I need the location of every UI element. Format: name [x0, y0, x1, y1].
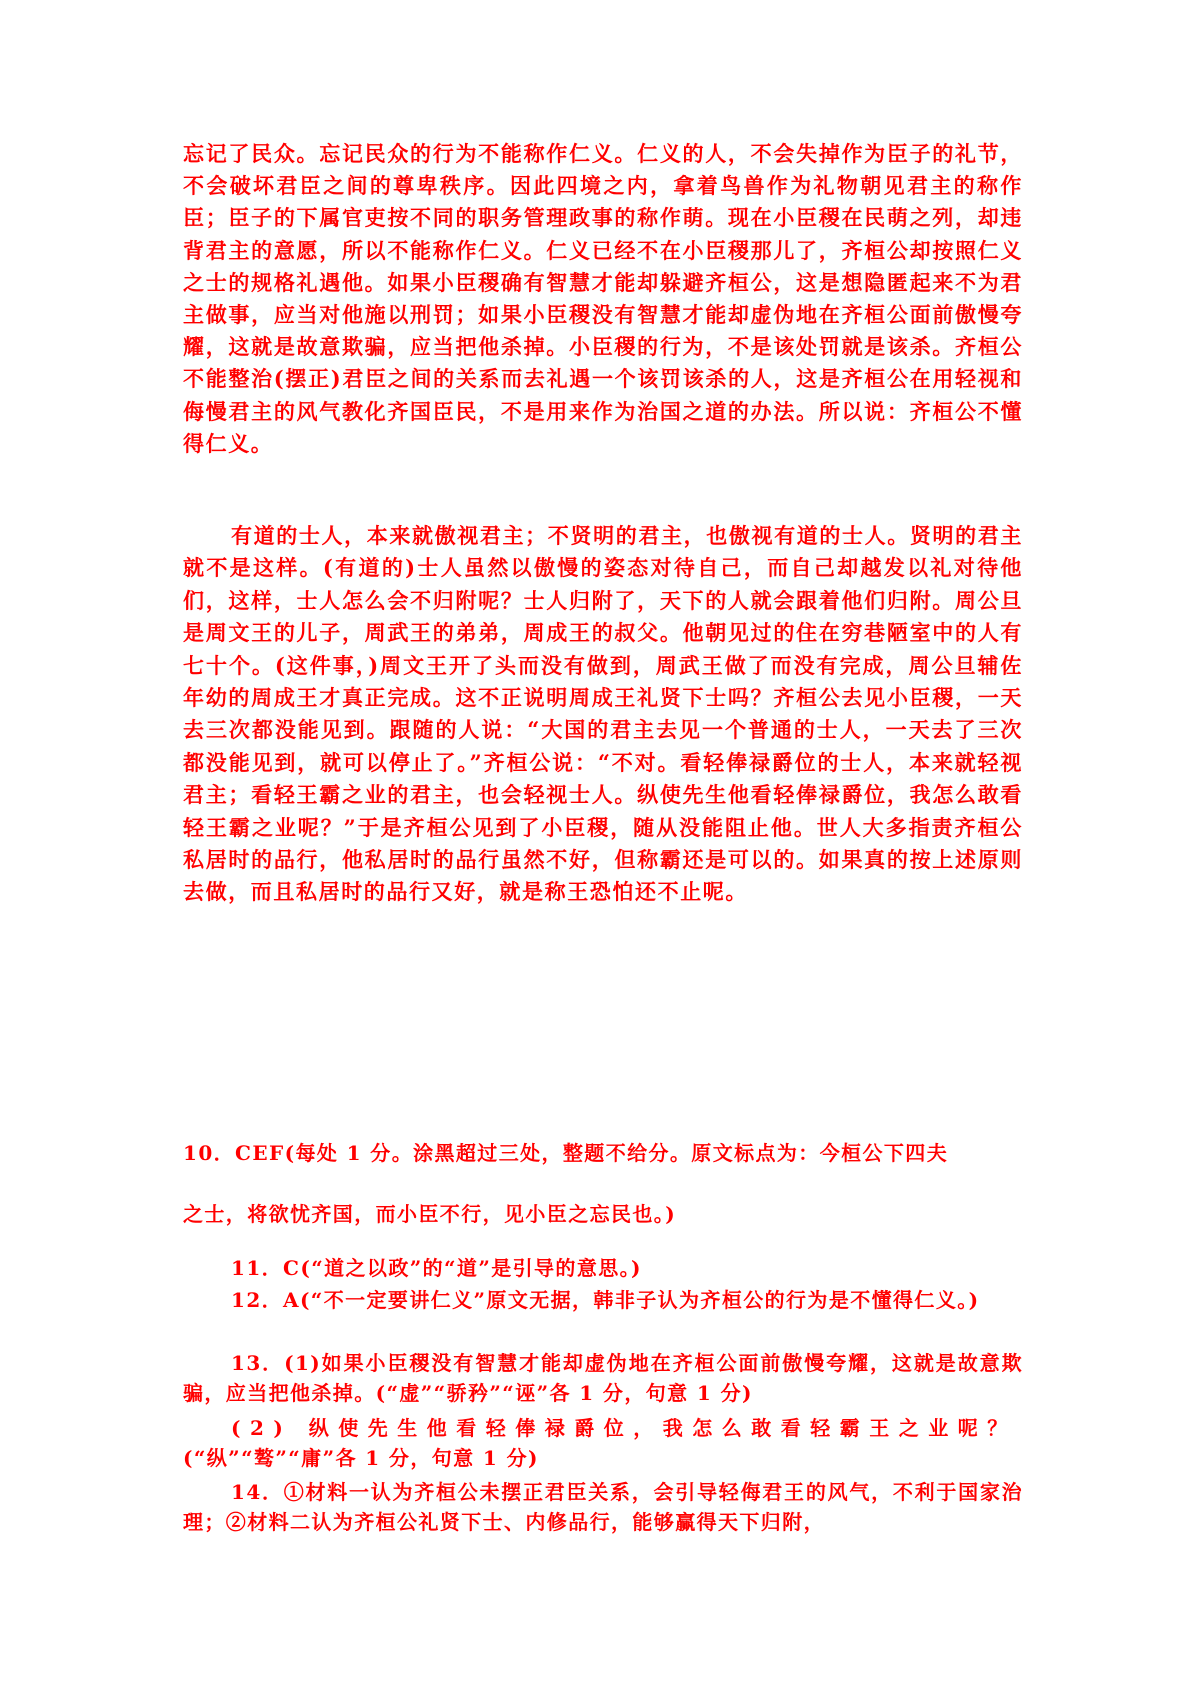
answer-11: 11．C(“道之以政”的“道”是引导的意思。) — [231, 1256, 642, 1280]
translation-paragraph-1: 忘记了民众。忘记民众的行为不能称作仁义。仁义的人，不会失掉作为臣子的礼节，不会破坏君臣之间的尊卑秩序。因此四境之内，拿着鸟兽作为礼物朝见君主的称作臣；臣子的下属官吏按不同的职务管理政事的称作萌。现在小臣稷在民萌之列，却违背君主的意愿，所以不能称作仁义。仁义已经不在小臣稷那儿了，齐桓公却按照仁义之士的规格礼遇他。如果小臣稷确有智慧才能却躲避齐桓公，这是想隐匿起来不为君主做事，应当对他施以刑罚；如果小臣稷没有智慧才能却虚伪地在齐桓公面前傲慢夸耀，这就是故意欺骗，应当把他杀掉。小臣稷的行为，不是该处罚就是该杀。齐桓公不能整治(摆正)君臣之间的关系而去礼遇一个该罚该杀的人，这是齐桓公在用轻视和侮慢君主的风气教化齐国臣民，不是用来作为治国之道的办法。所以说：齐桓公不懂得仁义。 — [183, 141, 1023, 456]
answer-10-line-2: 之士，将欲忧齐国，而小臣不行，见小臣之忘民也。) — [183, 1202, 677, 1226]
answer-13-part-2-line-2: (“纵”“骜”“庸”各 1 分，句意 1 分) — [183, 1446, 539, 1470]
answer-10-line-1: 10．CEF(每处 1 分。涂黑超过三处，整题不给分。原文标点为：今桓公下四夫 — [183, 1141, 949, 1165]
answer-13-part-1: 13．(1)如果小臣稷没有智慧才能却虚伪地在齐桓公面前傲慢夸耀，这就是故意欺骗，应当把他杀掉。(“虚”“骄矜”“诬”各 1 分，句意 1 分) — [183, 1351, 1023, 1405]
answer-13-part-2-line-1: (2) 纵使先生他看轻俸禄爵位，我怎么敢看轻霸王之业呢？ — [231, 1416, 1017, 1440]
answer-12: 12．A(“不一定要讲仁义”原文无据，韩非子认为齐桓公的行为是不懂得仁义。) — [231, 1288, 980, 1312]
answer-14: 14．①材料一认为齐桓公未摆正君臣关系，会引导轻侮君王的风气，不利于国家治理；②材料二认为齐桓公礼贤下士、内修品行，能够赢得天下归附， — [183, 1480, 1023, 1534]
translation-paragraph-2: 有道的士人，本来就傲视君主；不贤明的君主，也傲视有道的士人。贤明的君主就不是这样。(有道的)士人虽然以傲慢的姿态对待自己，而自己却越发以礼对待他们，这样，士人怎么会不归附呢？士人归附了，天下的人就会跟着他们归附。周公旦是周文王的儿子，周武王的弟弟，周成王的叔父。他朝见过的住在穷巷陋室中的人有七十个。(这件事，)周文王开了头而没有做到，周武王做了而没有完成，周公旦辅佐年幼的周成王才真正完成。这不正说明周成王礼贤下士吗？齐桓公去见小臣稷，一天去三次都没能见到。跟随的人说：“大国的君主去见一个普通的士人，一天去了三次都没能见到，就可以停止了。”齐桓公说：“不对。看轻俸禄爵位的士人，本来就轻视君主；看轻王霸之业的君主，也会轻视士人。纵使先生他看轻俸禄爵位，我怎么敢看轻王霸之业呢？”于是齐桓公见到了小臣稷，随从没能阻止他。世人大多指责齐桓公私居时的品行，他私居时的品行虽然不好，但称霸还是可以的。如果真的按上述原则去做，而且私居时的品行又好，就是称王恐怕还不止呢。 — [183, 523, 1023, 905]
